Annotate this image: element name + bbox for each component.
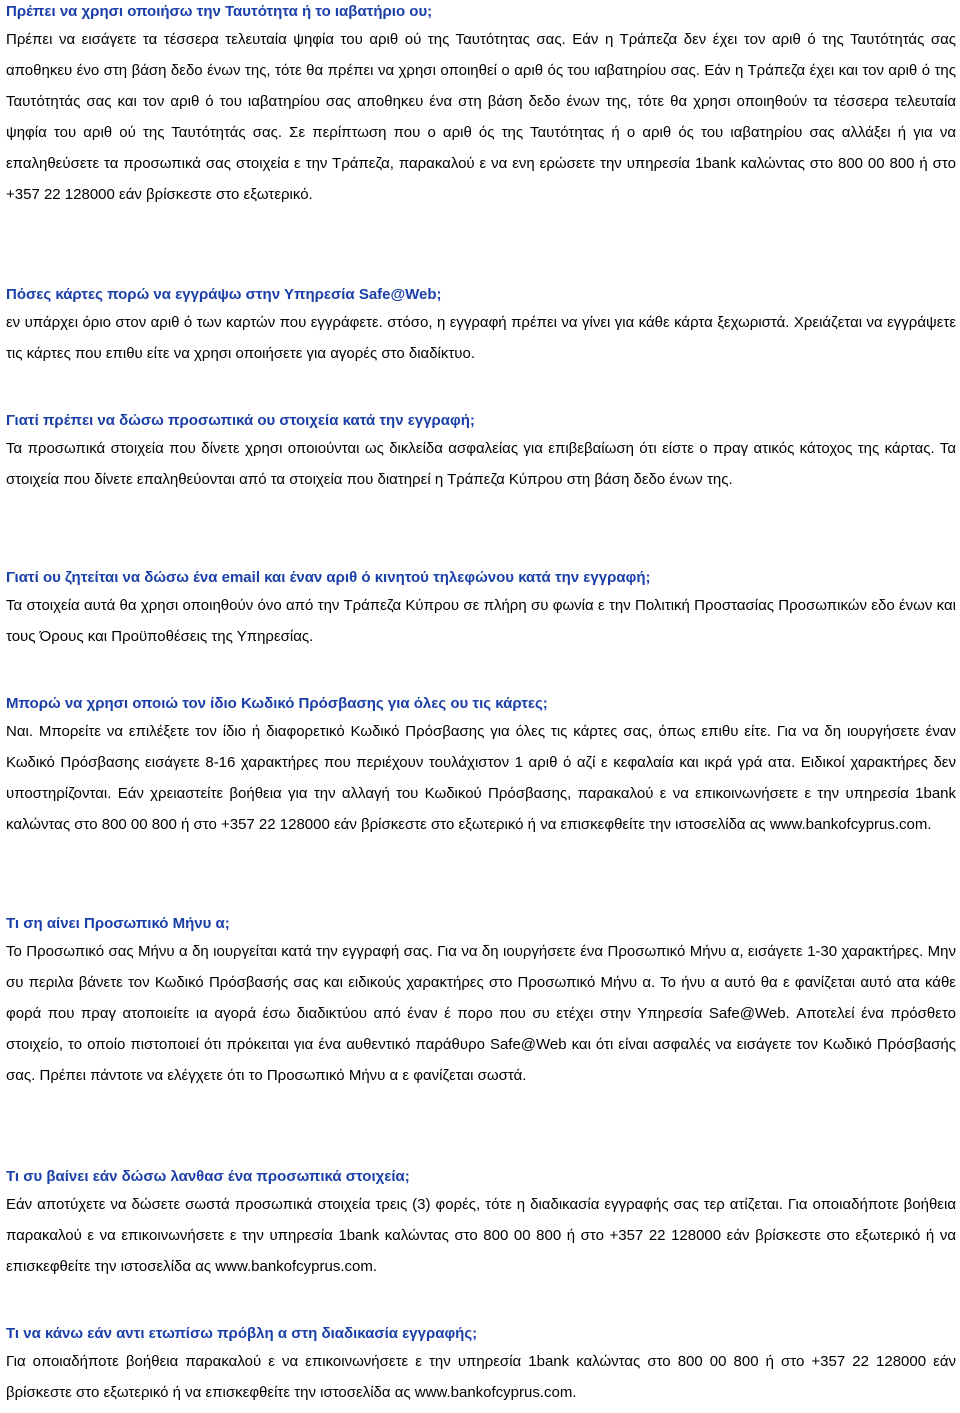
faq-question: Τι συ βαίνει εάν δώσω λανθασ ένα προσωπικά στοιχεία;: [6, 1168, 410, 1185]
faq-answer: Τα προσωπικά στοιχεία που δίνετε χρησι οποιούνται ως δικλείδα ασφαλείας για επιβεβαίωση ότι είστε ο πραγ ατικός κάτοχος της κάρτας. Τα στοιχεία που δίνετε επαληθεύονται από τα στοιχεία που διατηρεί η Τράπεζα Κύπρου στη βάση δεδο ένων της.: [6, 440, 956, 488]
faq-question: Πρέπει να χρησι οποιήσω την Ταυτότητα ή το ιαβατήριο ου;: [6, 3, 433, 20]
faq-answer: Πρέπει να εισάγετε τα τέσσερα τελευταία ψηφία του αριθ ού της Ταυτότητας σας. Εάν η Τράπεζα δεν έχει τον αριθ ό της Ταυτότητάς σας αποθηκευ ένο στη βάση δεδο ένων της, τότε θα πρέπει να χρησι οποιηθεί ο αριθ ός του ιαβατηρίου σας. Εάν η Τράπεζα έχει και τον αριθ ό της Ταυτότητάς σας και τον αριθ ό του ιαβατηρίου σας αποθηκευ ένα στη βάση δεδο ένων της, τότε θα χρησι οποιηθούν τα τέσσερα τελευταία ψηφία του αριθ ού της Ταυτότητάς σας. Σε περίπτωση που ο αριθ ός της Ταυτότητας ή ο αριθ ός του ιαβατηρίου σας αλλάξει ή για να επαληθεύσετε τα προσωπικά σας στοιχεία ε την Τράπεζα, παρακαλού ε να ενη ερώσετε την υπηρεσία 1bank καλώντας στο 800 00 800 ή στο +357 22 128000 εάν βρίσκεστε στο εξωτερικό.: [6, 31, 956, 203]
faq-question: Τι να κάνω εάν αντι ετωπίσω πρόβλη α στη διαδικασία εγγραφής;: [6, 1325, 478, 1342]
faq-item: [6, 566, 956, 652]
faq-question: Γιατί πρέπει να δώσω προσωπικά ου στοιχεία κατά την εγγραφή;: [6, 412, 475, 429]
faq-answer: Ναι. Μπορείτε να επιλέξετε τον ίδιο ή διαφορετικό Κωδικό Πρόσβασης για όλες τις κάρτες σας, όπως επιθυ είτε. Για να δη ιουργήσετε έναν Κωδικό Πρόσβασης εισάγετε 8-16 χαρακτήρες που περιέχουν τουλάχιστον 1 αριθ ό αζί ε κεφαλαία και ικρά γρά ατα. Ειδικοί χαρακτήρες δεν υποστηρίζονται. Εάν χρειαστείτε βοήθεια για την αλλαγή του Κωδικού Πρόσβασης, παρακαλού ε να επικοινωνήσετε ε την υπηρεσία 1bank καλώντας στο 800 00 800 ή στο +357 22 128000 εάν βρίσκεστε στο εξωτερικό ή να επισκεφθείτε την ιστοσελίδα ας www.bankofcyprus.com.: [6, 723, 956, 833]
faq-item: [6, 409, 956, 495]
faq-answer: Τα στοιχεία αυτά θα χρησι οποιηθούν όνο από την Τράπεζα Κύπρου σε πλήρη συ φωνία ε την Πολιτική Προστασίας Προσωπικών εδο ένων και τους Όρους και Προϋποθέσεις της Υπηρεσίας.: [6, 597, 956, 645]
faq-question: Μπορώ να χρησι οποιώ τον ίδιο Κωδικό Πρόσβασης για όλες ου τις κάρτες;: [6, 695, 548, 712]
faq-item: [6, 692, 956, 840]
faq-item: [6, 1165, 956, 1282]
faq-question: Τι ση αίνει Προσωπικό Μήνυ α;: [6, 915, 230, 932]
faq-item: [6, 0, 956, 210]
faq-question: Πόσες κάρτες πορώ να εγγράψω στην Υπηρεσία Safe@Web;: [6, 286, 442, 303]
faq-item: [6, 912, 956, 1091]
faq-answer: Το Προσωπικό σας Μήνυ α δη ιουργείται κατά την εγγραφή σας. Για να δη ιουργήσετε ένα Προσωπικό Μήνυ α, εισάγετε 1-30 χαρακτήρες. Μην συ περιλα βάνετε τον Κωδικό Πρόσβασής σας και ειδικούς χαρακτήρες στο Προσωπικό Μήνυ α. Το ήνυ α αυτό θα ε φανίζεται αυτό ατα κάθε φορά που πραγ ατοποιείτε ια αγορά έσω διαδικτύου από έναν έ πορο που συ ετέχει στην Υπηρεσία Safe@Web. Αποτελεί ένα πρόσθετο στοιχείο, το οποίο πιστοποιεί ότι πρόκειται για ένα αυθεντικό παράθυρο Safe@Web και ότι είναι ασφαλές να εισάγετε τον Κωδικό Πρόσβασής σας. Πρέπει πάντοτε να ελέγχετε ότι το Προσωπικό Μήνυ α ε φανίζεται σωστά.: [6, 943, 956, 1084]
faq-item: [6, 283, 956, 369]
faq-item: [6, 1322, 956, 1408]
faq-answer: εν υπάρχει όριο στον αριθ ό των καρτών που εγγράφετε. στόσο, η εγγραφή πρέπει να γίνει για κάθε κάρτα ξεχωριστά. Χρειάζεται να εγγράψετε τις κάρτες που επιθυ είτε να χρησι οποιήσετε για αγορές στο διαδίκτυο.: [6, 314, 956, 362]
faq-answer: Για οποιαδήποτε βοήθεια παρακαλού ε να επικοινωνήσετε ε την υπηρεσία 1bank καλώντας στο 800 00 800 ή στο +357 22 128000 εάν βρίσκεστε στο εξωτερικό ή να επισκεφθείτε την ιστοσελίδα ας www.bankofcyprus.com.: [6, 1353, 956, 1401]
faq-question: Γιατί ου ζητείται να δώσω ένα email και έναν αριθ ό κινητού τηλεφώνου κατά την εγγραφή;: [6, 569, 651, 586]
faq-answer: Εάν αποτύχετε να δώσετε σωστά προσωπικά στοιχεία τρεις (3) φορές, τότε η διαδικασία εγγραφής σας τερ ατίζεται. Για οποιαδήποτε βοήθεια παρακαλού ε να επικοινωνήσετε ε την υπηρεσία 1bank καλώντας στο 800 00 800 ή στο +357 22 128000 εάν βρίσκεστε στο εξωτερικό ή να επισκεφθείτε την ιστοσελίδα ας www.bankofcyprus.com.: [6, 1196, 956, 1275]
